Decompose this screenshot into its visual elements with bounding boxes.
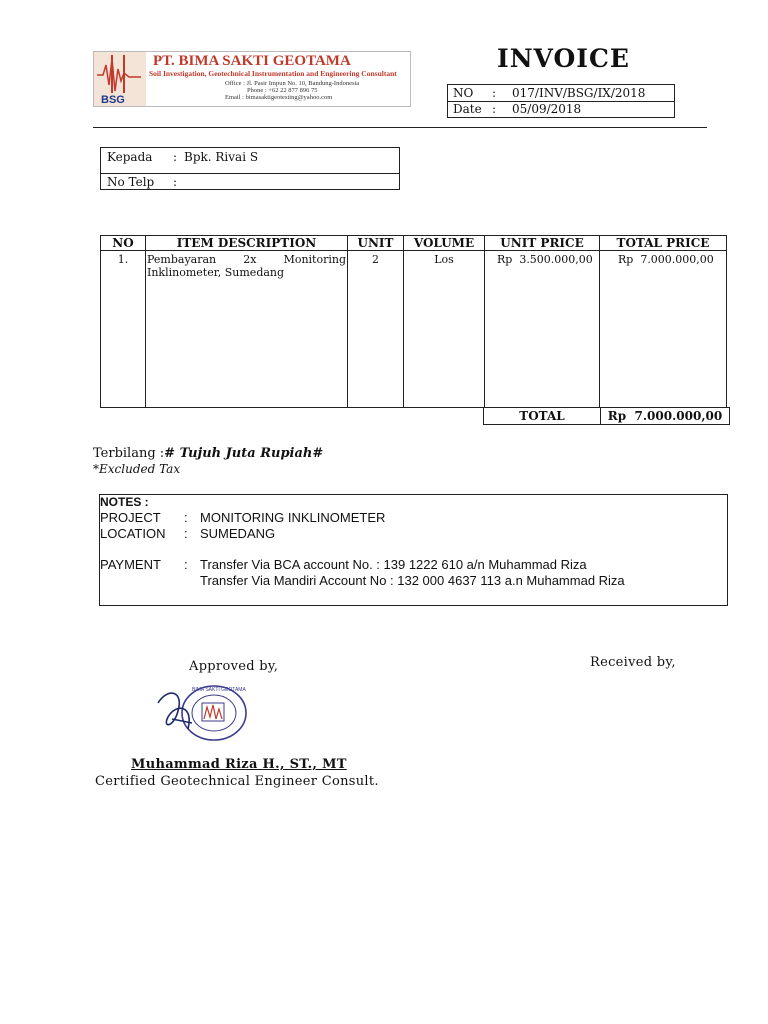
amount-in-words: [93, 446, 323, 461]
description-line-1: Pembayaran 2x Monitoring: [147, 253, 346, 266]
recipient-divider: [101, 173, 399, 174]
phone-label: No Telp: [107, 175, 155, 189]
cell-total-price: Rp 7.000.000,00: [600, 251, 727, 408]
invoice-date-value: 05/09/2018: [512, 102, 582, 116]
project-value: MONITORING INKLINOMETER: [200, 510, 386, 525]
company-logo: [93, 51, 411, 107]
invoice-date-label: Date: [453, 102, 482, 116]
received-by-label: Received by,: [590, 655, 676, 670]
project-label: PROJECT: [100, 510, 161, 525]
notes-heading: NOTES :: [100, 495, 149, 509]
cell-no: 1.: [101, 251, 146, 408]
location-sep: :: [184, 526, 188, 541]
invoice-meta-box: [447, 84, 675, 118]
description-line-2: Inklinometer, Sumedang: [147, 266, 285, 279]
cell-volume: Los: [404, 251, 485, 408]
company-stamp: [154, 683, 250, 747]
location-value: SUMEDANG: [200, 526, 276, 541]
phone-sep: :: [173, 175, 178, 189]
location-label: LOCATION: [100, 526, 166, 541]
payment-line-1: Transfer Via BCA account No. : 139 1222 610 a/n Muhammad Riza: [200, 557, 587, 572]
table-row: [101, 251, 727, 408]
approved-by-label: Approved by,: [189, 659, 279, 674]
stamp-text: BIMA SAKTI GEOTAMA: [192, 687, 246, 693]
company-letterhead: [93, 51, 411, 107]
header-divider: [93, 127, 707, 128]
cell-unit: 2: [348, 251, 404, 408]
company-tagline: Soil Investigation, Geotechnical Instrumentation and Engineering Consultant: [149, 69, 397, 78]
invoice-no-value: 017/INV/BSG/IX/2018: [512, 86, 646, 100]
amount-in-words-label: Terbilang :: [93, 446, 165, 461]
amount-in-words-value: # Tujuh Juta Rupiah#: [164, 446, 324, 461]
company-name: PT. BIMA SAKTI GEOTAMA: [153, 53, 351, 69]
col-header-volume: VOLUME: [404, 236, 485, 251]
col-header-unit-price: UNIT PRICE: [485, 236, 600, 251]
table-header-row: [101, 236, 727, 251]
company-email: Email : bimasaktigeotesting@yahoo.com: [225, 94, 333, 101]
total-value: Rp 7.000.000,00: [601, 408, 730, 425]
recipient-box: [100, 147, 400, 190]
recipient-name: Bpk. Rivai S: [184, 150, 259, 164]
stamp-seal-icon: [154, 683, 250, 747]
logo-text: BSG: [101, 94, 125, 106]
company-phone: Phone : +62 22 877 896 75: [247, 87, 318, 94]
project-sep: :: [184, 510, 188, 525]
invoice-no-label: NO: [453, 86, 474, 100]
col-header-no: NO: [101, 236, 146, 251]
cell-description: [146, 251, 348, 408]
items-table: [100, 235, 727, 408]
col-header-description: ITEM DESCRIPTION: [146, 236, 348, 251]
col-header-unit: UNIT: [348, 236, 404, 251]
invoice-date-sep: :: [492, 102, 497, 116]
total-table: [483, 407, 730, 425]
recipient-sep: :: [173, 150, 178, 164]
payment-label: PAYMENT: [100, 557, 161, 572]
signer-title: Certified Geotechnical Engineer Consult.: [95, 774, 379, 789]
payment-line-2: Transfer Via Mandiri Account No : 132 000 4637 113 a.n Muhammad Riza: [200, 573, 625, 588]
total-row: [484, 408, 730, 425]
payment-sep: :: [184, 557, 188, 572]
total-label: TOTAL: [484, 408, 601, 425]
invoice-title: INVOICE: [497, 44, 630, 73]
cell-unit-price: Rp 3.500.000,00: [485, 251, 600, 408]
signer-name: Muhammad Riza H., ST., MT: [131, 757, 347, 772]
tax-note: *Excluded Tax: [93, 462, 181, 476]
col-header-total-price: TOTAL PRICE: [600, 236, 727, 251]
notes-box: [99, 494, 728, 606]
invoice-no-sep: :: [492, 86, 497, 100]
recipient-label: Kepada: [107, 150, 153, 164]
company-address: Office : Jl. Pasir Impun No. 10, Bandung-Indonesia: [225, 80, 360, 87]
